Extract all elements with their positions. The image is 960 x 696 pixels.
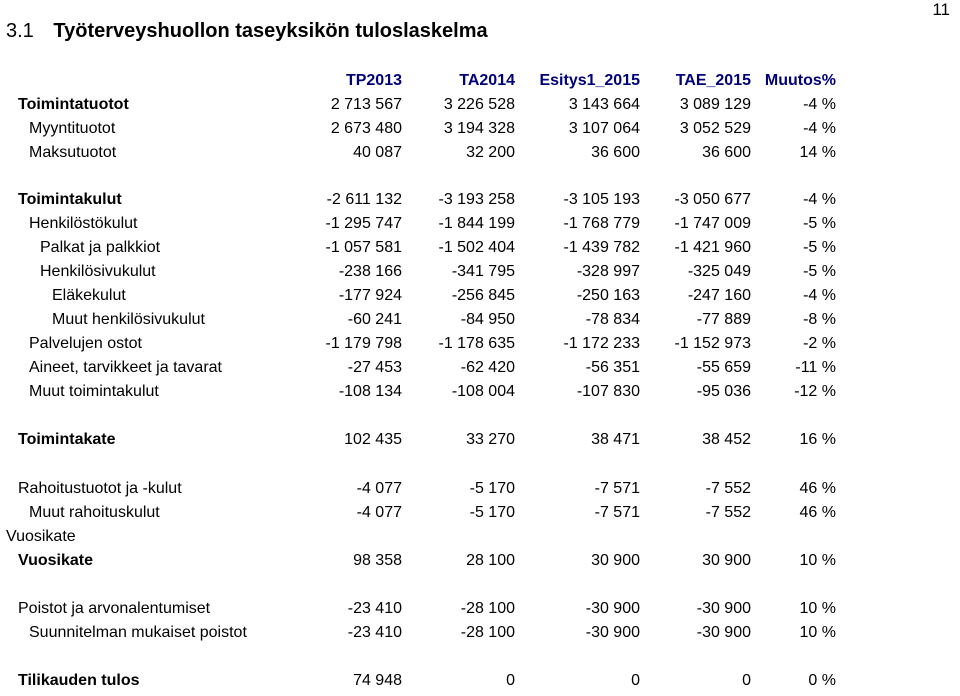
table-row [0,528,960,552]
column-header-ta2014: TA2014 [459,72,515,89]
table-row [0,287,960,311]
cell-muutos: -5 % [803,239,836,256]
cell-esitys1-2015: -7 571 [594,504,640,521]
cell-ta2014: -341 795 [451,263,515,280]
cell-esitys1-2015: -1 172 233 [563,335,640,352]
row-label: Muut toimintakulut [29,383,159,400]
cell-ta2014: -1 178 635 [438,335,515,352]
table-row [0,335,960,359]
cell-tp2013: -23 410 [347,600,402,617]
cell-ta2014: -5 170 [469,504,515,521]
cell-ta2014: 3 226 528 [443,96,515,113]
cell-tp2013: -4 077 [356,480,402,497]
row-label: Myyntituotot [29,120,116,137]
column-header-tae-2015: TAE_2015 [675,72,751,89]
cell-esitys1-2015: 0 [631,672,640,689]
cell-esitys1-2015: 3 107 064 [568,120,640,137]
row-label: Eläkekulut [52,287,126,304]
row-label: Suunnitelman mukaiset poistot [29,624,247,641]
row-label: Muut rahoituskulut [29,504,160,521]
cell-ta2014: -256 845 [451,287,515,304]
table-row [0,480,960,504]
cell-ta2014: -3 193 258 [438,191,515,208]
cell-esitys1-2015: -56 351 [585,359,640,376]
cell-tae-2015: -30 900 [696,600,751,617]
cell-muutos: 14 % [799,144,836,161]
cell-muutos: -4 % [803,191,836,208]
cell-ta2014: 28 100 [466,552,515,569]
table-row [0,96,960,120]
row-label: Maksutuotot [29,144,117,161]
table-row [0,215,960,239]
cell-esitys1-2015: -1 768 779 [563,215,640,232]
table-row [0,624,960,648]
cell-muutos: -5 % [803,215,836,232]
section-heading [6,20,488,43]
cell-tp2013: -1 057 581 [325,239,402,256]
cell-ta2014: 33 270 [466,431,515,448]
table-row [0,431,960,455]
table-row [0,600,960,624]
cell-tae-2015: -30 900 [696,624,751,641]
page-number: 11 [932,0,950,19]
cell-muutos: -11 % [795,359,836,376]
column-header-muutos: Muutos% [764,72,836,89]
cell-esitys1-2015: 3 143 664 [568,96,640,113]
cell-muutos: -12 % [794,383,836,400]
cell-tp2013: 40 087 [353,144,402,161]
cell-esitys1-2015: -30 900 [585,600,640,617]
cell-tp2013: 102 435 [344,431,402,448]
cell-muutos: -2 % [803,335,836,352]
cell-tae-2015: -77 889 [696,311,751,328]
cell-tp2013: -238 166 [338,263,402,280]
cell-tae-2015: -7 552 [705,504,751,521]
row-label: Tilikauden tulos [18,672,140,689]
cell-esitys1-2015: -1 439 782 [563,239,640,256]
cell-tae-2015: -3 050 677 [674,191,751,208]
cell-tae-2015: -1 152 973 [674,335,751,352]
cell-ta2014: 32 200 [466,144,515,161]
cell-tae-2015: -55 659 [696,359,751,376]
cell-tp2013: -108 134 [338,383,402,400]
cell-muutos: 46 % [799,480,836,497]
table-row [0,359,960,383]
row-label: Rahoitustuotot ja -kulut [18,480,182,497]
cell-tp2013: -2 611 132 [326,191,402,208]
cell-tp2013: 98 358 [353,552,402,569]
cell-esitys1-2015: -107 830 [576,383,640,400]
cell-ta2014: -28 100 [460,600,515,617]
cell-tp2013: -4 077 [356,504,402,521]
row-label: Toimintatuotot [18,96,129,113]
cell-ta2014: -1 502 404 [438,239,515,256]
cell-ta2014: -28 100 [460,624,515,641]
cell-esitys1-2015: 36 600 [591,144,640,161]
cell-esitys1-2015: -3 105 193 [563,191,640,208]
table-row [0,672,960,696]
cell-tp2013: -177 924 [338,287,402,304]
row-label: Vuosikate [6,528,76,545]
cell-muutos: -4 % [803,96,836,113]
cell-esitys1-2015: -328 997 [576,263,640,280]
cell-tp2013: -1 295 747 [325,215,402,232]
row-label: Muut henkilösivukulut [52,311,205,328]
table-row [0,311,960,335]
row-label: Henkilösivukulut [40,263,156,280]
cell-esitys1-2015: -78 834 [585,311,640,328]
cell-muutos: 10 % [799,624,836,641]
cell-ta2014: -5 170 [469,480,515,497]
cell-tae-2015: -95 036 [696,383,751,400]
cell-esitys1-2015: -7 571 [594,480,640,497]
cell-tae-2015: 30 900 [702,552,751,569]
cell-tae-2015: 0 [742,672,751,689]
cell-muutos: 0 % [808,672,836,689]
cell-ta2014: -108 004 [451,383,515,400]
cell-muutos: -4 % [803,120,836,137]
row-label: Palvelujen ostot [29,335,142,352]
cell-ta2014: 3 194 328 [443,120,515,137]
cell-ta2014: 0 [506,672,515,689]
table-row [0,144,960,168]
cell-esitys1-2015: -30 900 [585,624,640,641]
row-label: Toimintakulut [18,191,122,208]
cell-esitys1-2015: 38 471 [591,431,640,448]
cell-ta2014: -1 844 199 [438,215,515,232]
cell-tp2013: 2 673 480 [330,120,402,137]
row-label: Poistot ja arvonalentumiset [18,600,211,617]
section-title: Työterveyshuollon taseyksikön tuloslaskelma [53,20,488,42]
table-row [0,383,960,407]
cell-tae-2015: -1 747 009 [674,215,751,232]
cell-muutos: 10 % [799,552,836,569]
section-number: 3.1 [6,20,34,42]
cell-muutos: 46 % [799,504,836,521]
table-row [0,263,960,287]
cell-tp2013: 2 713 567 [330,96,402,113]
cell-ta2014: -62 420 [460,359,515,376]
cell-muutos: 16 % [799,431,836,448]
cell-tae-2015: -1 421 960 [674,239,751,256]
cell-tp2013: -60 241 [347,311,402,328]
table-row [0,120,960,144]
cell-tp2013: 74 948 [353,672,402,689]
cell-tae-2015: -247 160 [687,287,751,304]
column-header-tp2013: TP2013 [345,72,402,89]
table-row [0,239,960,263]
cell-muutos: -8 % [803,311,836,328]
table-row [0,191,960,215]
cell-tae-2015: 3 089 129 [679,96,751,113]
table-row [0,504,960,528]
cell-tae-2015: -7 552 [705,480,751,497]
row-label: Henkilöstökulut [29,215,138,232]
row-label: Palkat ja palkkiot [40,239,161,256]
cell-esitys1-2015: -250 163 [576,287,640,304]
cell-tae-2015: 36 600 [702,144,751,161]
cell-tae-2015: -325 049 [687,263,751,280]
cell-esitys1-2015: 30 900 [591,552,640,569]
cell-tp2013: -23 410 [347,624,402,641]
cell-tae-2015: 38 452 [702,431,751,448]
cell-tp2013: -27 453 [347,359,402,376]
row-label: Vuosikate [18,552,93,569]
cell-muutos: -5 % [803,263,836,280]
column-header-esitys1-2015: Esitys1_2015 [539,72,640,89]
row-label: Toimintakate [18,431,116,448]
cell-muutos: -4 % [803,287,836,304]
table-row [0,552,960,576]
cell-muutos: 10 % [799,600,836,617]
cell-tp2013: -1 179 798 [325,335,402,352]
row-label: Aineet, tarvikkeet ja tavarat [29,359,222,376]
cell-tae-2015: 3 052 529 [679,120,751,137]
cell-ta2014: -84 950 [460,311,515,328]
